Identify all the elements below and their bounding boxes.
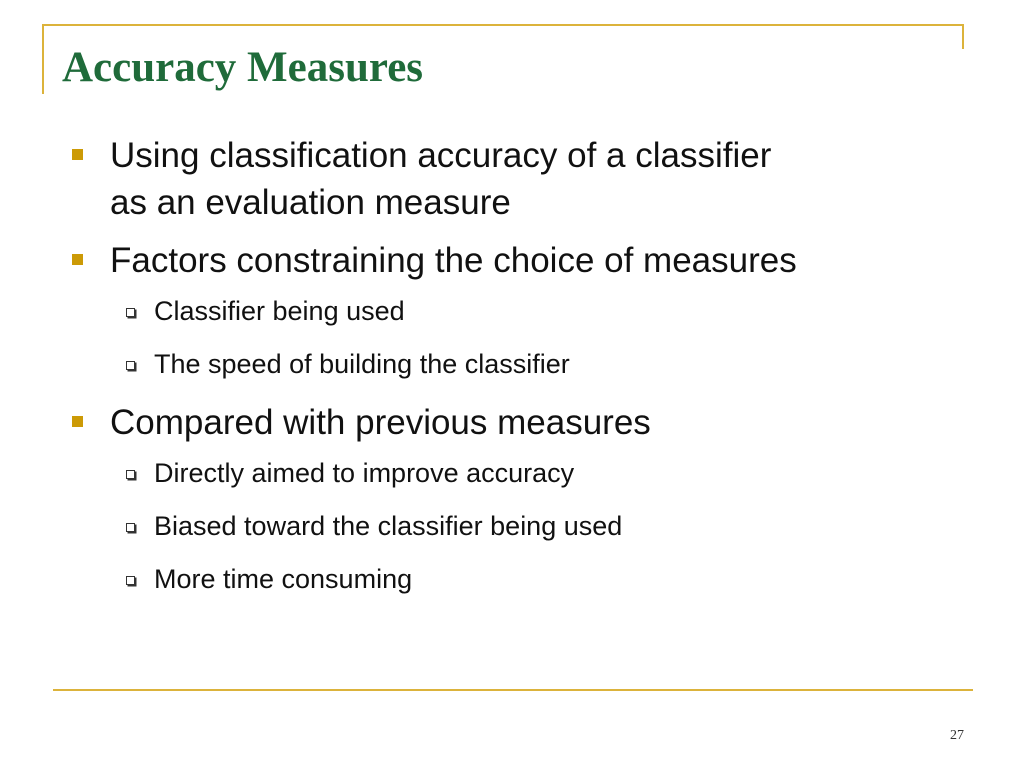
bullet-text: Factors constraining the choice of measures bbox=[110, 241, 797, 280]
hollow-square-bullet-icon bbox=[126, 576, 135, 585]
hollow-square-bullet-icon bbox=[126, 470, 135, 479]
bullet-text-line-2: as an evaluation measure bbox=[110, 183, 511, 222]
sub-bullet-text: Directly aimed to improve accuracy bbox=[154, 458, 575, 488]
square-bullet-icon bbox=[72, 149, 83, 160]
hollow-square-bullet-icon bbox=[126, 361, 135, 370]
bullet-text: Compared with previous measures bbox=[110, 403, 651, 442]
page-number: 27 bbox=[950, 728, 964, 743]
sub-bullet-item bbox=[72, 346, 972, 382]
footer-rule bbox=[53, 689, 973, 691]
bullet-item-3 bbox=[72, 399, 972, 446]
bullet-item-1 bbox=[72, 132, 972, 226]
sub-bullet-text: Biased toward the classifier being used bbox=[154, 511, 623, 541]
sub-bullet-item bbox=[72, 508, 972, 544]
bullet-text-line-1: Using classification accuracy of a classifier bbox=[110, 136, 772, 175]
frame-left-rule bbox=[42, 24, 44, 94]
sub-bullet-text: Classifier being used bbox=[154, 296, 405, 326]
bullet-list bbox=[72, 132, 972, 614]
frame-top-rule bbox=[42, 24, 963, 26]
slide-title: Accuracy Measures bbox=[62, 44, 424, 91]
bullet-item-2 bbox=[72, 237, 972, 284]
sub-bullet-item bbox=[72, 455, 972, 491]
square-bullet-icon bbox=[72, 254, 83, 265]
square-bullet-icon bbox=[72, 416, 83, 427]
sub-bullet-item bbox=[72, 561, 972, 597]
frame-right-rule bbox=[962, 24, 964, 49]
sub-bullet-text: The speed of building the classifier bbox=[154, 349, 570, 379]
sub-bullet-item bbox=[72, 293, 972, 329]
hollow-square-bullet-icon bbox=[126, 523, 135, 532]
hollow-square-bullet-icon bbox=[126, 308, 135, 317]
sub-bullet-text: More time consuming bbox=[154, 564, 413, 594]
